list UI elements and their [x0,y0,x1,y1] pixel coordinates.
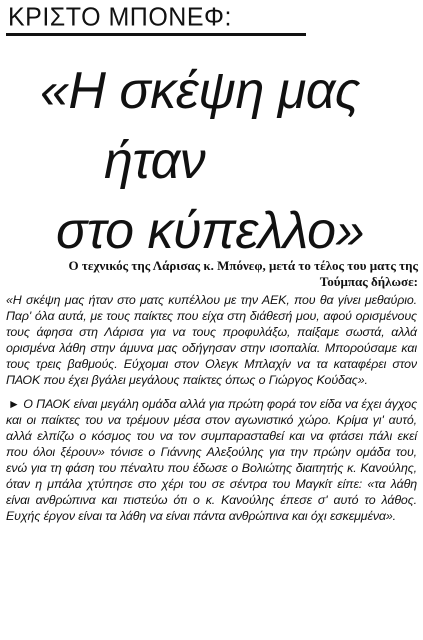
body-paragraph-2-text: Ο ΠΑΟΚ είναι μεγάλη ομάδα αλλά για πρώτη φορά τον είδα να έχει άγχος και οι παίκτες του να τρέμουν μέσα στον αγωνιστικό χώρο. Κρίμα γι' αυτό, αλλά ελπίζω ο κόσμος του να τον συμπαρασταθεί και να φτάσει πάλι εκεί που όλοι ξέρουν» τόνισε ο Γιάννης Αλεξούλης για την πρώην ομάδα του, ενώ για τη φάση του πέναλτυ που έδωσε ο Βολιώτης διαιτητής κ. Κανούλης, όταν η μπάλα χτύπησε στο χέρι του σε σέντρα του Μαγκίτ είπε: «τα λάθη είναι ανθρώπινα και πιστεύω ότι ο κ. Κανούλης έπεσε σ' αυτό το λάθος. Ευχής έργον είναι τα λάθη να είναι πάντα ανθρώπινα και όχι εσκεμμένα». [6,396,418,524]
article-lede: Ο τεχνικός της Λάρισας κ. Μπόνεφ, μετά το τέλος του ματς της Τούμπας δήλωσε: [68,258,418,289]
body-paragraph-1: «Η σκέψη μας ήταν στο ματς κυπέλλου με την ΑΕΚ, που θα γίνει μεθαύριο. Παρ' όλα αυτά, με τους παίκτες που είχα στη διάθεσή μου, αφού ορισμένους τους άφησα στη Λάρισα για να τους προφυλάξω, παίξαμε σωστά, αλλά ορισμένα λάθη στην άμυνα μας οδήγησαν στην ισοπαλία. Μπορούσαμε και τους τρεις βαθμούς. Εύχομαι στον Ολεγκ Μπλαχίν να τα καταφέρει στον ΠΑΟΚ που έχει βγάλει μεγάλους παίκτες όπως ο Γιώργος Κούδας». [6,293,417,388]
headline-line-1: «Η σκέψη μας [40,62,360,120]
article-kicker: ΚΡΙΣΤΟ ΜΠΟΝΕΦ: [8,2,232,32]
headline-line-2: ήταν [104,132,206,190]
body-paragraph-2 [6,396,417,525]
article-body [6,292,417,524]
article-headline [0,56,423,266]
bullet-marker-icon: ► [8,396,20,411]
kicker-underline [6,33,306,36]
headline-line-3: στο κύπελλο» [56,202,365,260]
